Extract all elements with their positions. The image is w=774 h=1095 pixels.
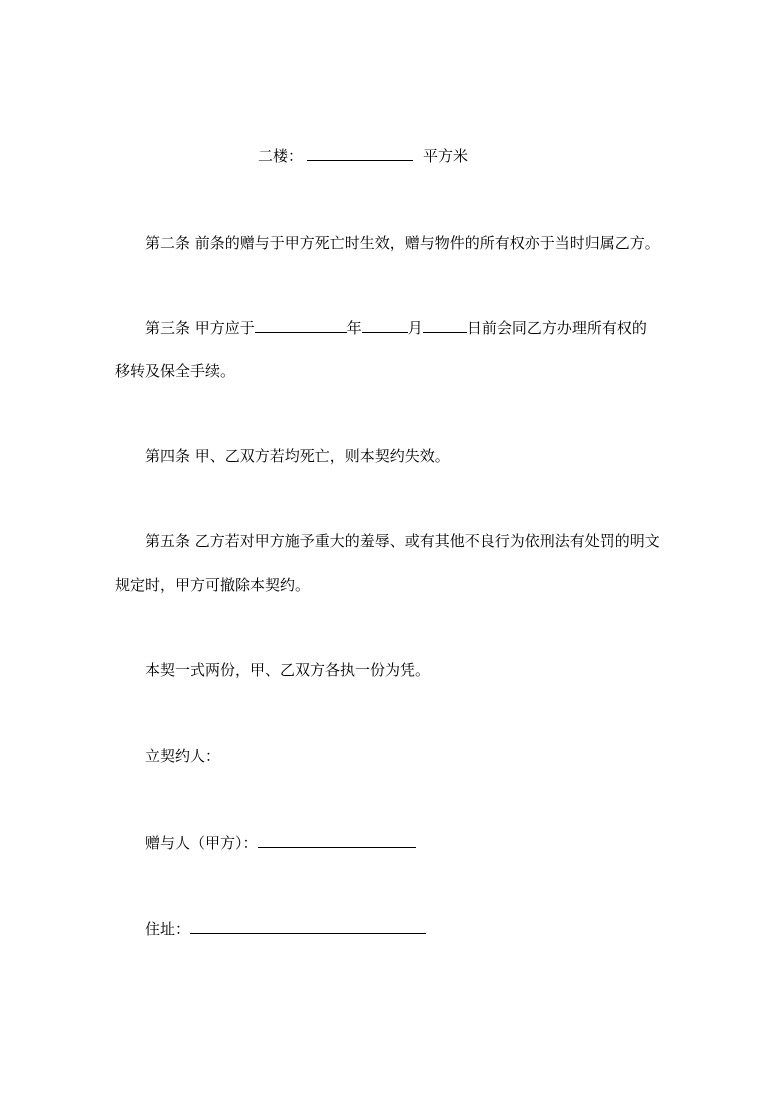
article-3-line-2: 移转及保全手续。 [115,362,236,380]
signatories-label: 立契约人： [145,747,221,765]
donor-line [145,832,416,853]
article-3-line-1 [145,317,647,338]
address-label: 住址： [145,920,191,938]
floor2-label: 二楼： [258,147,304,165]
month-blank [362,317,408,333]
donor-label: 赠与人（甲方）： [145,834,258,852]
floor2-area-blank [307,145,413,161]
address-line [145,918,426,939]
donor-name-blank [258,832,416,848]
year-label: 年 [346,319,362,337]
floor2-unit: 平方米 [423,147,469,165]
article-3-prefix: 第三条 甲方应于 [145,319,255,337]
floor2-line [258,145,468,166]
article-4: 第四条 甲、乙双方若均死亡，则本契约失效。 [145,447,450,465]
article-5-line-2: 规定时，甲方可撤除本契约。 [115,576,311,594]
article-2: 第二条 前条的赠与于甲方死亡时生效，赠与物件的所有权亦于当时归属乙方。 [145,234,660,252]
address-blank [190,918,426,934]
month-label: 月 [407,319,423,337]
article-3-suffix: 日前会同乙方办理所有权的 [466,319,647,337]
copies-clause: 本契一式两份，甲、乙双方各执一份为凭。 [145,661,431,679]
article-5-line-1: 第五条 乙方若对甲方施予重大的羞辱、或有其他不良行为依刑法有处罚的明文 [145,532,660,550]
day-blank [423,317,467,333]
year-blank [255,317,347,333]
